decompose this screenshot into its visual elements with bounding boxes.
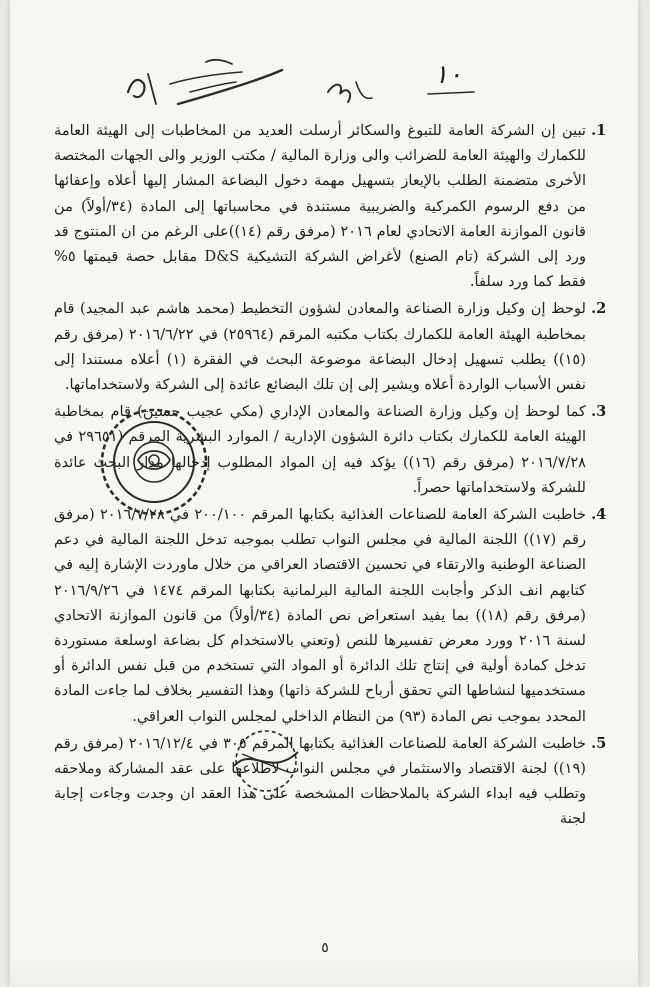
handwritten-annotations [10,0,650,130]
paragraph-2: 2. لوحظ إن وكيل وزارة الصناعة والمعادن لشؤون التخطيط (محمد هاشم عبد المجيد) قام بمخاطبة الهيئة العامة للكمارك بكتاب مكتبه المرقم (٢٥٩٦٤) في ٢٠١٦/٦/٢٢ (مرفق رقم (١٥)) يطلب تسهيل إدخال البضاعة موضوعة البحث في الفقرة (١) أعلاه مستندا إلى نفس الأسباب الواردة أعلاه ويشير إلى إن تلك البضائع عائدة إلى الشركة ولاستخداماتها. [54,296,586,397]
footer-shade [10,958,638,987]
reference-number: ١٠ [434,60,462,90]
official-seal-stamp [94,402,214,522]
paragraph-5: 5. خاطبت الشركة العامة للصناعات الغذائية بكتابها المرقم ٣٠٥ في ٢٠١٦/١٢/٤ (مرفق رقم (١٩)) لجنة الاقتصاد والاستثمار في مجلس النواب لاطلاعها على عقد المشاركة وملاحقه وتطلب فيه ابداء الشركة بالملاحظات المشخصة على هذا العقد ان وجدت وجاءت إجابة لجنة [54,731,586,832]
signature-stamp [216,726,316,796]
paragraph-3: 3. كما لوحظ إن وكيل وزارة الصناعة والمعادن الإداري (مكي عجيب حسين) قام بمخاطبة الهيئة العامة للكمارك بكتاب دائرة الشؤون الإدارية / الموارد البشرية المرقم (٢٩٦٥١ في ٢٠١٦/٧/٢٨ (مرفق رقم (١٦)) يؤكد فيه إن المواد المطلوب إدخالها مدار البحث عائدة للشركة ولاستخداماتها حصراً. [54,399,586,500]
page-number: ٥ [321,940,329,956]
document-page [10,0,638,987]
paragraph-4: 4. خاطبت الشركة العامة للصناعات الغذائية بكتابها المرقم ٢٠٠/١٠٠ في ٢٠١٦/٧/٢٨ (مرفق رقم (١٧)) اللجنة المالية في مجلس النواب تطلب بموجبه تدخل اللجنة المالية في دعم الصناعة الوطنية والارتقاء في تحسين الاقتصاد العراقي من خلال ماوردت الإشارة إليه في كتابهم انف الذكر وأجابت اللجنة المالية البرلمانية بكتابها المرقم ١٤٧٤ في ٢٠١٦/٩/٢٦ (مرفق رقم (١٨)) بما يفيد استعراض نص المادة (٣٤/أولاً) من قانون الموازنة الاتحادي لسنة ٢٠١٦ وورد معرض تفسيرها للنص (وتعني بالاستخدام كل بضاعة اوسلعة مستوردة تدخل كمادة أولية في إنتاج تلك الدائرة أو المواد التي تستخدم من قبل نفس الدائرة أو مستخدميها لنشاطها التي تحقق أرباح للشركة ذاتها) وهذا التفسير بخلاف لما جاءت المادة المحدد بموجب نص المادة (٩٣) من النظام الداخلي لمجلس النواب العراقي. [54,502,586,729]
paragraph-1: 1. تبين إن الشركة العامة للتبوغ والسكائر أرسلت العديد من المخاطبات إلى الهيئة العامة للكمارك والهيئة العامة للضرائب والى وزارة المالية / مكتب الوزير والى الجهات المختصة الأخرى متضمنة الطلب بالإيعاز بتسهيل مهمة دخول البضاعة المشار إليها أعلاه وإعفائها من دفع الرسوم الكمركية والضريبية مستندة في محاسباتها إلى المادة (٣٤/أولاً) من قانون الموازنة العامة الاتحادي لعام ٢٠١٦ (مرفق رقم (١٤))على الرغم من ان المنتوج قد ورد إلى الشركة (تام الصنع) لأغراض الشركة التشيكية D&S مقابل حصة قيمتها ٥% فقط كما ورد سلفاً. [54,118,586,294]
